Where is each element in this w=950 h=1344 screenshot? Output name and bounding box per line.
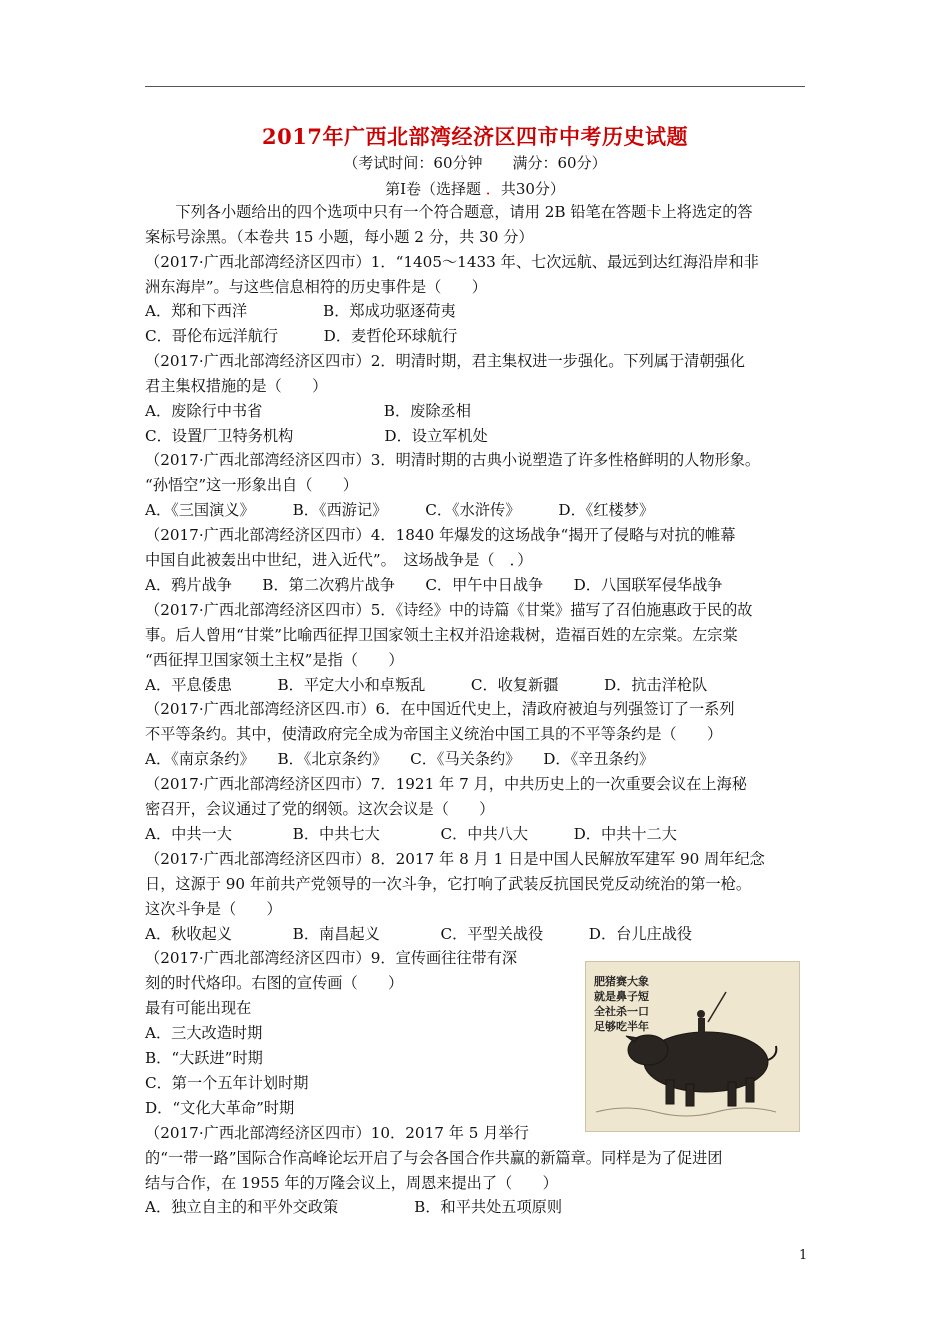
question-line: （2017·广西北部湾经济区四市）3．明清时期的古典小说塑造了许多性格鲜明的人物形象。 — [145, 451, 761, 469]
question-line: “西征捍卫国家领土主权”是指（ ） — [145, 651, 404, 669]
section-dot: ． — [485, 180, 501, 198]
pig-illustration — [586, 962, 799, 1131]
option-line: A．平息倭患 B．平定大小和卓叛乱 C．收复新疆 D．抗击洋枪队 — [145, 676, 708, 694]
question-line: 密召开，会议通过了党的纲领。这次会议是（ ） — [145, 800, 495, 818]
option-line: A．《三国演义》 B．《西游记》 C．《水浒传》 D．《红楼梦》 — [145, 501, 655, 519]
question-line: 结与合作，在 1955 年的万隆会议上，周恩来提出了（ ） — [145, 1174, 558, 1192]
question-line: 最有可能出现在 — [145, 999, 252, 1017]
option-line: A．中共一大 B．中共七大 C．中共八大 D．中共十二大 — [145, 825, 677, 843]
question-line: “孙悟空”这一形象出自（ ） — [145, 476, 358, 494]
section-heading — [0, 178, 950, 199]
question-line: 不平等条约。其中，使清政府完全成为帝国主义统治中国工具的不平等条约是（ ） — [145, 725, 723, 743]
option-line: B．“大跃进”时期 — [145, 1049, 263, 1067]
question-line: （2017·广西北部湾经济区四市）7．1921 年 7 月，中共历史上的一次重要会议在上海秘 — [145, 775, 747, 793]
page-title: 2017年广西北部湾经济区四市中考历史试题 — [262, 124, 688, 149]
poster-caption-line: 就是鼻子短 — [594, 990, 649, 1003]
question-line: 刻的时代烙印。右图的宣传画（ ） — [145, 974, 404, 992]
header-rule — [145, 86, 805, 87]
question-line: 事。后人曾用“甘棠”比喻西征捍卫国家领土主权并沿途栽树，造福百姓的左宗棠。左宗棠 — [145, 626, 738, 644]
question-line: 君主集权措施的是（ ） — [145, 377, 328, 395]
question-line: 这次斗争是（ ） — [145, 900, 282, 918]
instruction-line: 下列各小题给出的四个选项中只有一个符合题意，请用 2B 铅笔在答题卡上将选定的答 — [145, 203, 753, 221]
question-line: （2017·广西北部湾经济区四市）9．宣传画往往带有深 — [145, 949, 518, 967]
option-line: A．独立自主的和平外交政策 B．和平共处五项原则 — [145, 1198, 563, 1216]
section-heading-text: 第Ⅰ卷（选择题 — [385, 180, 482, 198]
question-line: 日，这源于 90 年前共产党领导的一次斗争，它打响了武装反抗国民党反动统治的第一枪。 — [145, 875, 752, 893]
option-line: A．鸦片战争 B．第二次鸦片战争 C．甲午中日战争 D．八国联军侵华战争 — [145, 576, 723, 594]
option-line: C．设置厂卫特务机构 D．设立军机处 — [145, 427, 488, 445]
question-line: （2017·广西北部湾经济区四市）4．1840 年爆发的这场战争“揭开了侵略与对抗的帷幕 — [145, 526, 736, 544]
section-heading-tail: 共30分） — [500, 180, 565, 198]
propaganda-poster-image — [585, 961, 800, 1132]
option-line: A．《南京条约》 B．《北京条约》 C．《马关条约》 D．《辛丑条约》 — [145, 750, 655, 768]
option-line: A．秋收起义 B．南昌起义 C．平型关战役 D．台儿庄战役 — [145, 925, 693, 943]
option-line: C．哥伦布远洋航行 D．麦哲伦环球航行 — [145, 327, 458, 345]
question-line: 洲东海岸”。与这些信息相符的历史事件是（ ） — [145, 278, 487, 296]
option-line: D．“文化大革命”时期 — [145, 1099, 295, 1117]
question-line: （2017·广西北部湾经济区四.市）6．在中国近代史上，清政府被迫与列强签订了一系列 — [145, 700, 735, 718]
option-line: A．三大改造时期 — [145, 1024, 263, 1042]
question-line: 的“一带一路”国际合作高峰论坛开启了与会各国合作共赢的新篇章。同样是为了促进团 — [145, 1149, 723, 1167]
option-line: C．第一个五年计划时期 — [145, 1074, 309, 1092]
question-line: （2017·广西北部湾经济区四市）1．“1405～1433 年、七次远航、最远到达红海沿岸和非 — [145, 253, 759, 271]
question-line: （2017·广西北部湾经济区四市）10．2017 年 5 月举行 — [145, 1124, 529, 1142]
option-line: A．郑和下西洋 B．郑成功驱逐荷夷 — [145, 302, 456, 320]
instruction-line: 案标号涂黑。（本卷共 15 小题，每小题 2 分，共 30 分） — [145, 228, 534, 246]
page-number: 1 — [799, 1248, 808, 1263]
poster-caption-line: 肥猪赛大象 — [594, 975, 649, 988]
exam-info: （考试时间：60分钟 满分：60分） — [343, 154, 607, 172]
question-line: （2017·广西北部湾经济区四市）5．《诗经》中的诗篇《甘棠》描写了召伯施惠政于民的故 — [145, 601, 753, 619]
option-line: A．废除行中书省 B．废除丞相 — [145, 402, 471, 420]
poster-caption-line: 足够吃半年 — [594, 1020, 649, 1033]
pig-drawing — [626, 1032, 776, 1106]
poster-caption-line: 全社杀一口 — [594, 1005, 649, 1018]
question-line: （2017·广西北部湾经济区四市）2．明清时期，君主集权进一步强化。下列属于清朝强化 — [145, 352, 745, 370]
rider-figure — [697, 992, 726, 1036]
question-line: （2017·广西北部湾经济区四市）8．2017 年 8 月 1 日是中国人民解放军建军 90 周年纪念 — [145, 850, 765, 868]
question-line: 中国自此被轰出中世纪，进入近代”。 这场战争是（ ．） — [145, 551, 533, 569]
